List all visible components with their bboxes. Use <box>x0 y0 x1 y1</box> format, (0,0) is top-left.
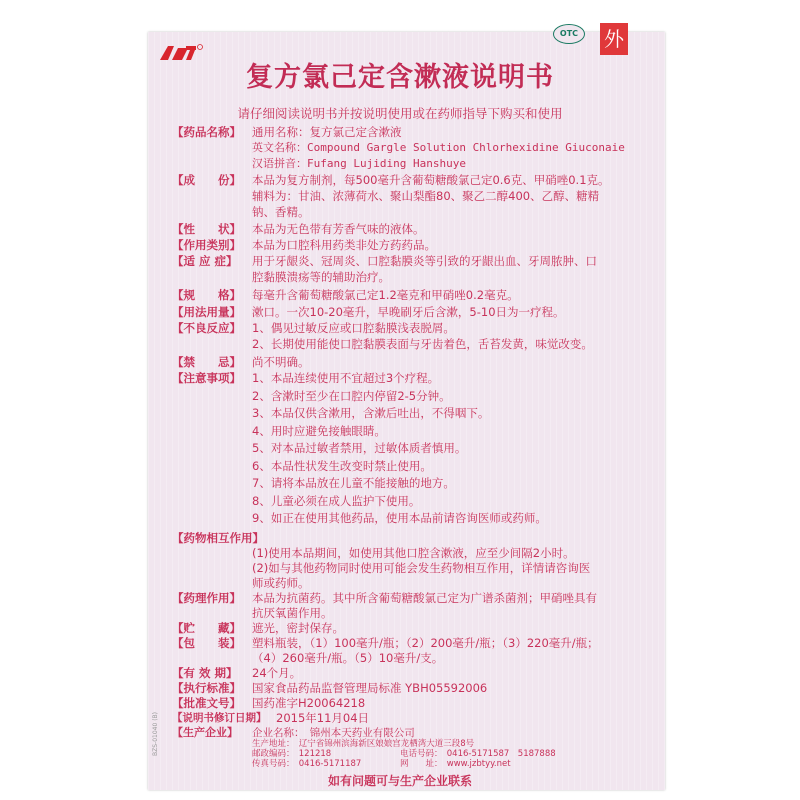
manufacturer-fax: 传真号码： 0416-5171187 <box>252 759 362 769</box>
dosage-text: 漱口。一次10-20毫升，早晚刷牙后含漱，5-10日为一疗程。 <box>252 305 565 319</box>
precaution-item: 2、含漱时至少在口腔内停留2-5分钟。 <box>252 388 451 403</box>
contraindications-text: 尚不明确。 <box>252 355 310 369</box>
adverse-line-1: 1、偶见过敏反应或口腔黏膜浅表脱屑。 <box>252 321 455 335</box>
section-label-drug-name: 【药品名称】 <box>172 125 241 139</box>
adverse-line-2: 2、长期使用能使口腔黏膜表面与牙齿着色，舌苔发黄，味觉改变。 <box>252 337 593 351</box>
section-label-composition: 【成 份】 <box>172 173 241 187</box>
section-label-standard: 【执行标准】 <box>172 681 241 695</box>
section-label-precautions: 【注意事项】 <box>172 371 241 385</box>
precaution-item: 4、用时应避免接触眼睛。 <box>252 423 386 438</box>
manufacturer-website: 网 址： www.jzbtyy.net <box>400 759 511 769</box>
interactions-line-3: 师或药师。 <box>252 576 310 590</box>
section-label-storage: 【贮 藏】 <box>172 621 241 635</box>
precaution-item: 8、儿童必须在成人监护下使用。 <box>252 493 421 508</box>
standard-text: 国家食品药品监督管理局标准 YBH05592006 <box>252 681 488 695</box>
section-label-interactions: 【药物相互作用】 <box>172 531 264 545</box>
manufacturer-address: 生产地址： 辽宁省锦州滨海新区娘娘宫龙栖湾大道三段8号 <box>252 739 475 749</box>
precaution-item: 7、请将本品放在儿童不能接触的地方。 <box>252 476 455 490</box>
precaution-item: 3、本品仅供含漱用，含漱后吐出，不得咽下。 <box>252 406 490 420</box>
section-label-revision: 【说明书修订日期】 <box>172 712 267 724</box>
character-text: 本品为无色带有芳香气味的液体。 <box>252 222 425 236</box>
section-label-category: 【作用类别】 <box>172 238 241 252</box>
pharmacology-line-2: 抗厌氧菌作用。 <box>252 606 333 620</box>
precaution-item: 1、本品连续使用不宜超过3个疗程。 <box>252 371 440 385</box>
section-label-contraindications: 【禁 忌】 <box>172 355 241 369</box>
section-label-approval: 【批准文号】 <box>172 696 241 710</box>
precaution-item: 6、本品性状发生改变时禁止使用。 <box>252 458 432 473</box>
indications-line-2: 腔黏膜溃疡等的辅助治疗。 <box>252 270 390 284</box>
composition-line-3: 钠、香精。 <box>252 205 310 219</box>
section-label-specification: 【规 格】 <box>172 288 241 302</box>
validity-text: 24个月。 <box>252 666 302 680</box>
storage-text: 遮光，密封保存。 <box>252 621 344 635</box>
section-label-pharmacology: 【药理作用】 <box>172 591 241 605</box>
composition-line-2: 辅料为：甘油、浓薄荷水、聚山梨酯80、聚乙二醇400、乙醇、糖精 <box>252 189 600 203</box>
section-label-validity: 【有 效 期】 <box>172 666 238 680</box>
drug-common-name: 通用名称：复方氯己定含漱液 <box>252 125 402 139</box>
precaution-item: 5、对本品过敏者禁用，过敏体质者慎用。 <box>252 441 467 455</box>
interactions-line-2: (2)如与其他药物同时使用可能会发生药物相互作用，详情请咨询医 <box>252 561 591 575</box>
otc-badge: OTC <box>553 24 585 44</box>
category-text: 本品为口腔科用药类非处方药药品。 <box>252 238 436 252</box>
document-subtitle: 请仔细阅读说明书并按说明使用或在药师指导下购买和使用 <box>237 106 563 121</box>
composition-line-1: 本品为复方制剂，每500毫升含葡萄糖酸氯己定0.6克、甲硝唑0.1克。 <box>252 173 610 187</box>
document-title: 复方氯己定含漱液说明书 <box>246 62 554 93</box>
approval-text: 国药准字H20064218 <box>252 696 366 710</box>
section-label-adverse: 【不良反应】 <box>172 321 241 335</box>
section-label-manufacturer: 【生产企业】 <box>172 726 238 739</box>
indications-line-1: 用于牙龈炎、冠周炎、口腔黏膜炎等引致的牙龈出血、牙周脓肿、口 <box>252 254 597 268</box>
interactions-line-1: (1)使用本品期间，如使用其他口腔含漱液，应至少间隔2小时。 <box>252 546 575 560</box>
contact-footer: 如有问题可与生产企业联系 <box>327 774 472 788</box>
side-print-code: BZS-01040 (B) <box>152 712 159 756</box>
package-line-1: 塑料瓶装，（1）100毫升/瓶；（2）200毫升/瓶；（3）220毫升/瓶； <box>252 636 599 650</box>
section-label-indications: 【适 应 症】 <box>172 254 238 268</box>
specification-text: 每毫升含葡萄糖酸氯己定1.2毫克和甲硝唑0.2毫克。 <box>252 288 519 302</box>
section-label-dosage: 【用法用量】 <box>172 305 241 319</box>
revision-date: 2015年11月04日 <box>276 711 370 725</box>
manufacturer-phone: 电话号码： 0416-5171587 5187888 <box>400 749 556 759</box>
manufacturer-name: 企业名称： 锦州本天药业有限公司 <box>252 727 415 739</box>
section-label-character: 【性 状】 <box>172 222 241 236</box>
pharmacology-line-1: 本品为抗菌药。其中所含葡萄糖酸氯己定为广谱杀菌剂；甲硝唑具有 <box>252 591 597 605</box>
precaution-item: 9、如正在使用其他药品，使用本品前请咨询医师或药师。 <box>252 511 547 525</box>
manufacturer-postcode: 邮政编码： 121218 <box>252 749 332 759</box>
drug-pinyin-name: 汉语拼音：Fufang Lujiding Hanshuye <box>252 157 466 170</box>
external-use-badge: 外 <box>600 23 628 55</box>
package-line-2: （4）260毫升/瓶。（5）10毫升/支。 <box>252 651 444 665</box>
section-label-package: 【包 装】 <box>172 636 241 650</box>
drug-english-name: 英文名称：Compound Gargle Solution Chlorhexidine Giuconaie <box>252 141 625 154</box>
